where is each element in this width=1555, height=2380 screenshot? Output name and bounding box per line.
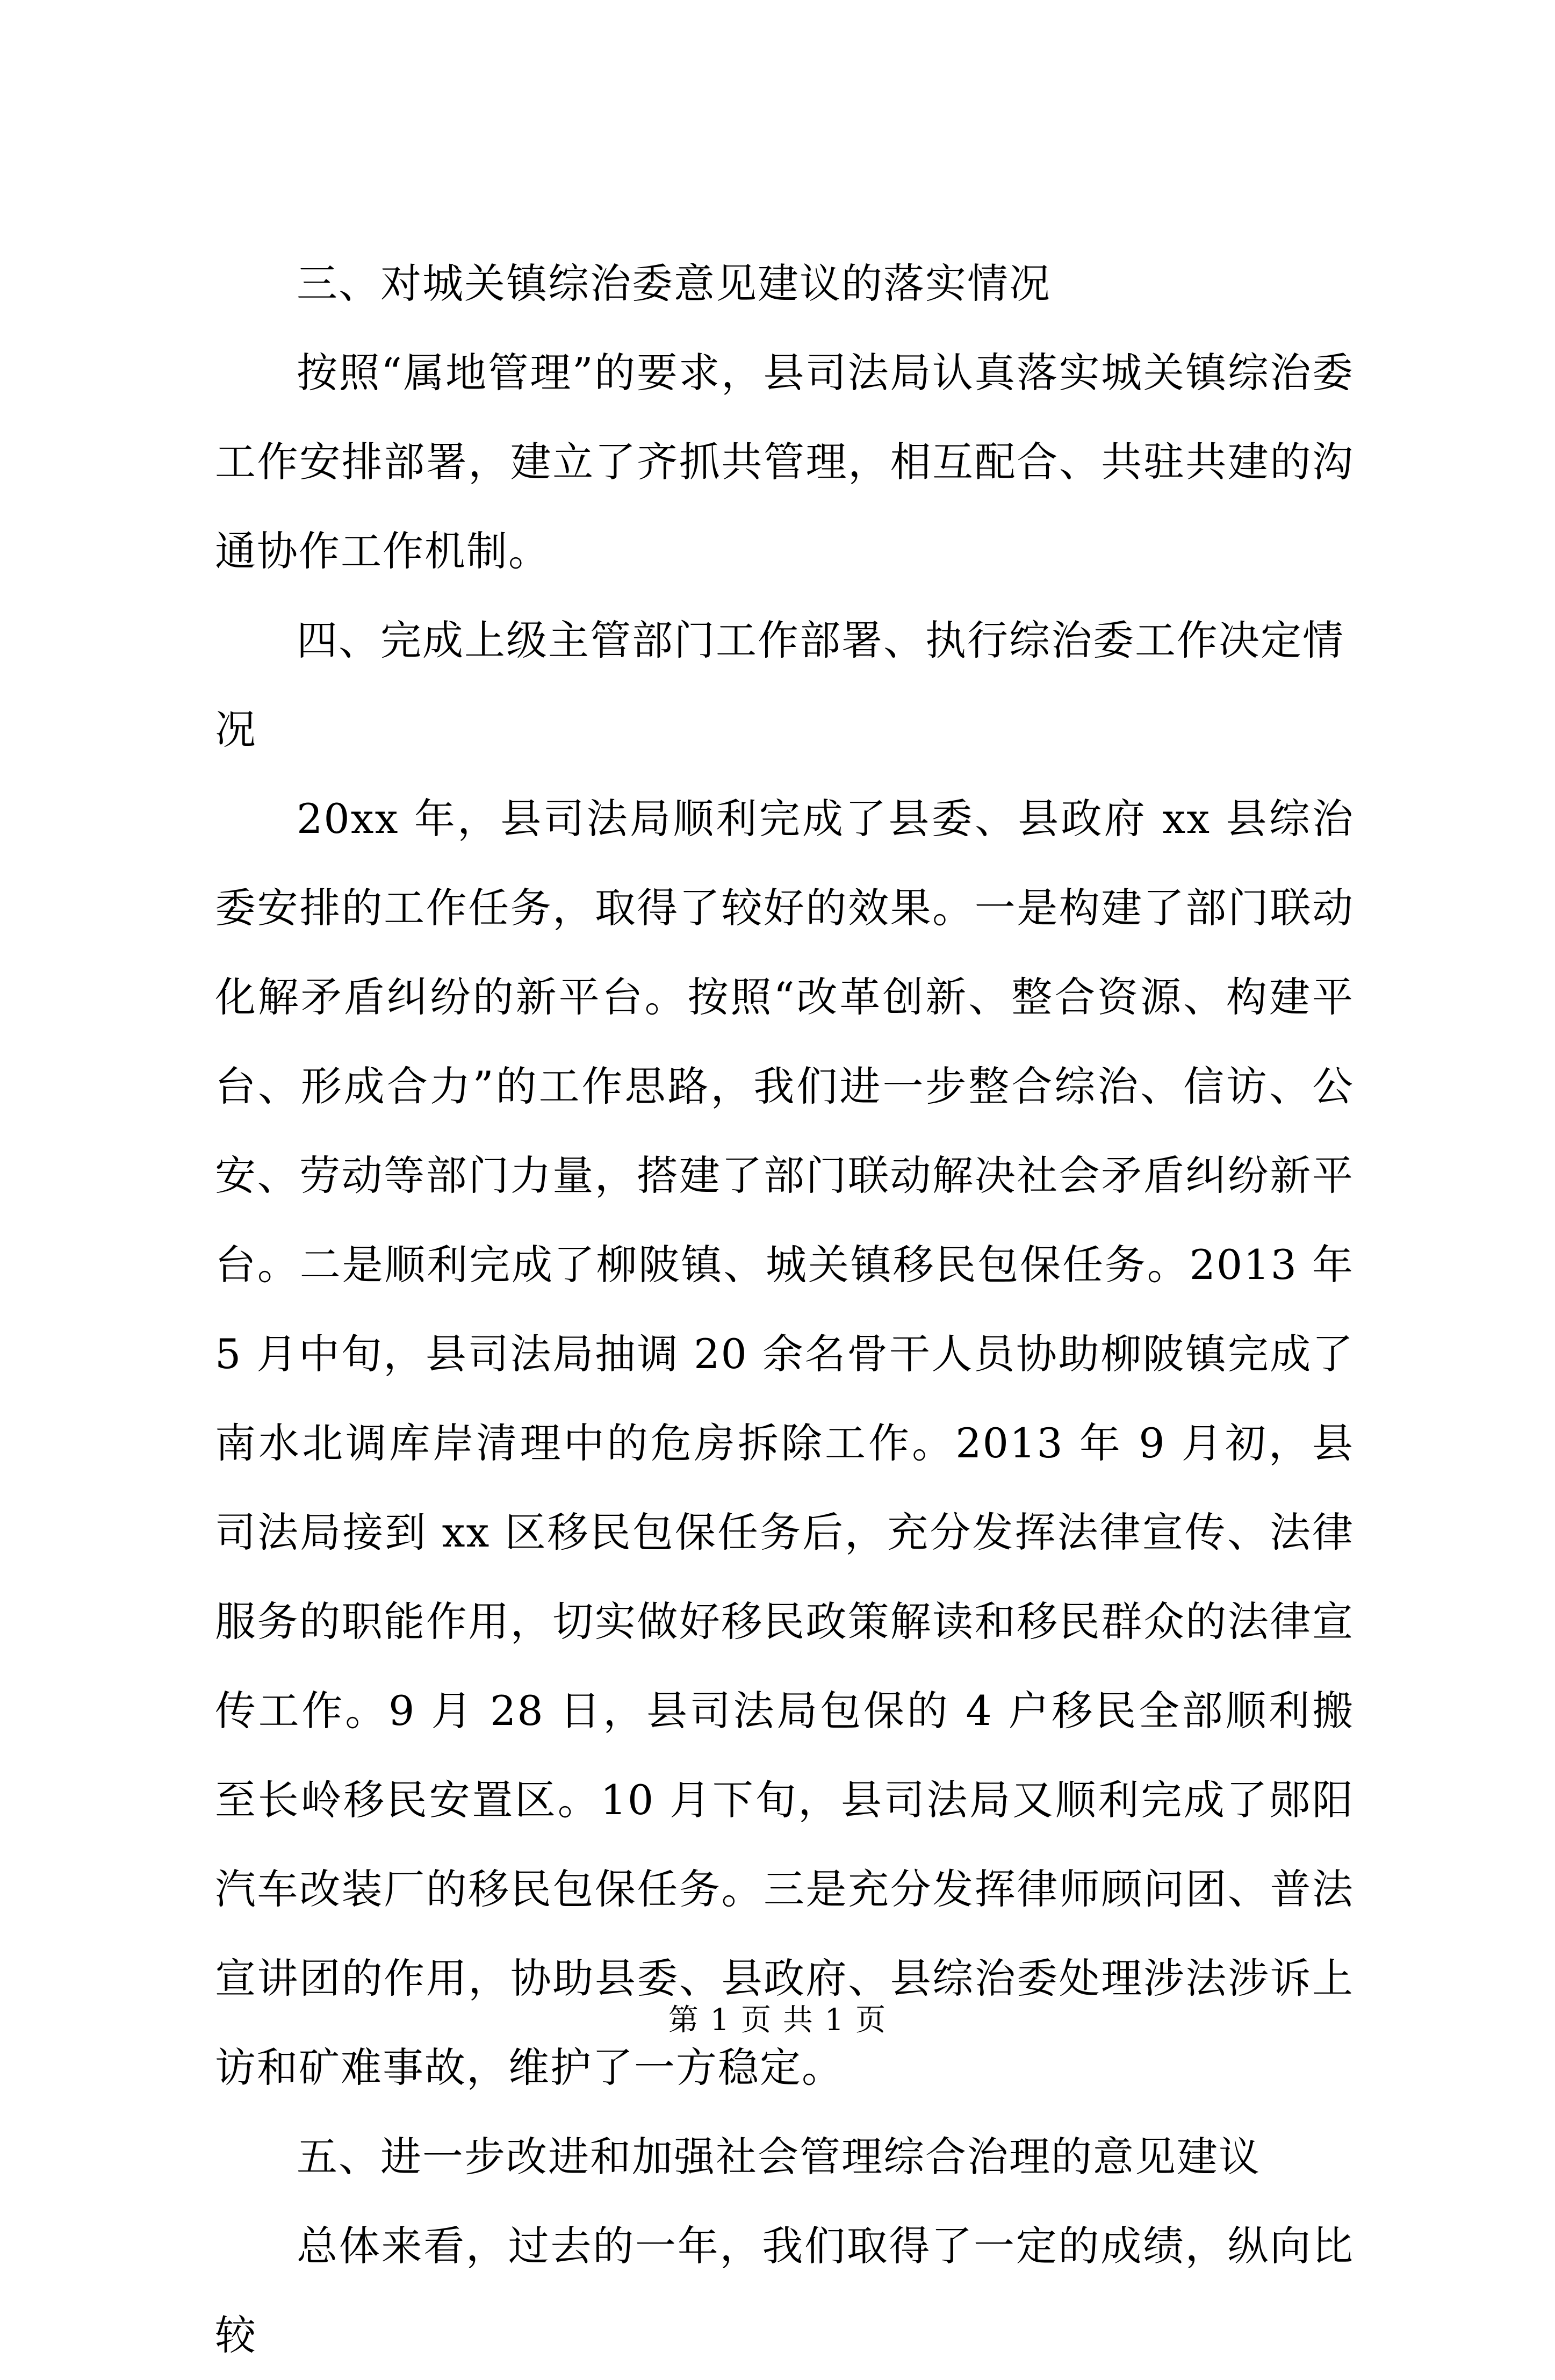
section-heading-3: 三、对城关镇综治委意见建议的落实情况 <box>297 260 1051 307</box>
page-footer: 第 1 页 共 1 页 <box>668 2003 887 2038</box>
section-heading-4: 四、完成上级主管部门工作部署、执行综治委工作决定情况 <box>215 616 1344 753</box>
document-body <box>215 239 1354 2380</box>
paragraph-tasks-completed: 20xx 年，县司法局顺利完成了县委、县政府 xx 县综治委安排的工作任务，取得了较好的效果。一是构建了部门联动化解矛盾纠纷的新平台。按照“改革创新、整合资源、构建平台、形成合力”的工作思路，我们进一步整合综治、信访、公安、劳动等部门力量，搭建了部门联动解决社会矛盾纠纷新平台。二是顺利完成了柳陂镇、城关镇移民包保任务。2013 年 5 月中旬，县司法局抽调 20 余名骨干人员协助柳陂镇完成了南水北调库岸清理中的危房拆除工作。2013 年 9 月初，县司法局接到 xx 区移民包保任务后，充分发挥法律宣传、法律服务的职能作用，切实做好移民政策解读和移民群众的法律宣传工作。9 月 28 日，县司法局包保的 4 户移民全部顺利搬至长岭移民安置区。10 月下旬，县司法局又顺利完成了郧阳汽车改装厂的移民包保任务。三是充分发挥律师顾问团、普法宣讲团的作用，协助县委、县政府、县综治委处理涉法涉诉上访和矿难事故，维护了一方稳定。 <box>215 795 1354 2091</box>
paragraph-implementation: 按照“属地管理”的要求，县司法局认真落实城关镇综治委工作安排部署，建立了齐抓共管理，相互配合、共驻共建的沟通协作工作机制。 <box>215 349 1354 575</box>
section-heading-5: 五、进一步改进和加强社会管理综合治理的意见建议 <box>297 2133 1261 2181</box>
paragraph-summary: 总体来看，过去的一年，我们取得了一定的成绩，纵向比较 <box>215 2222 1354 2359</box>
